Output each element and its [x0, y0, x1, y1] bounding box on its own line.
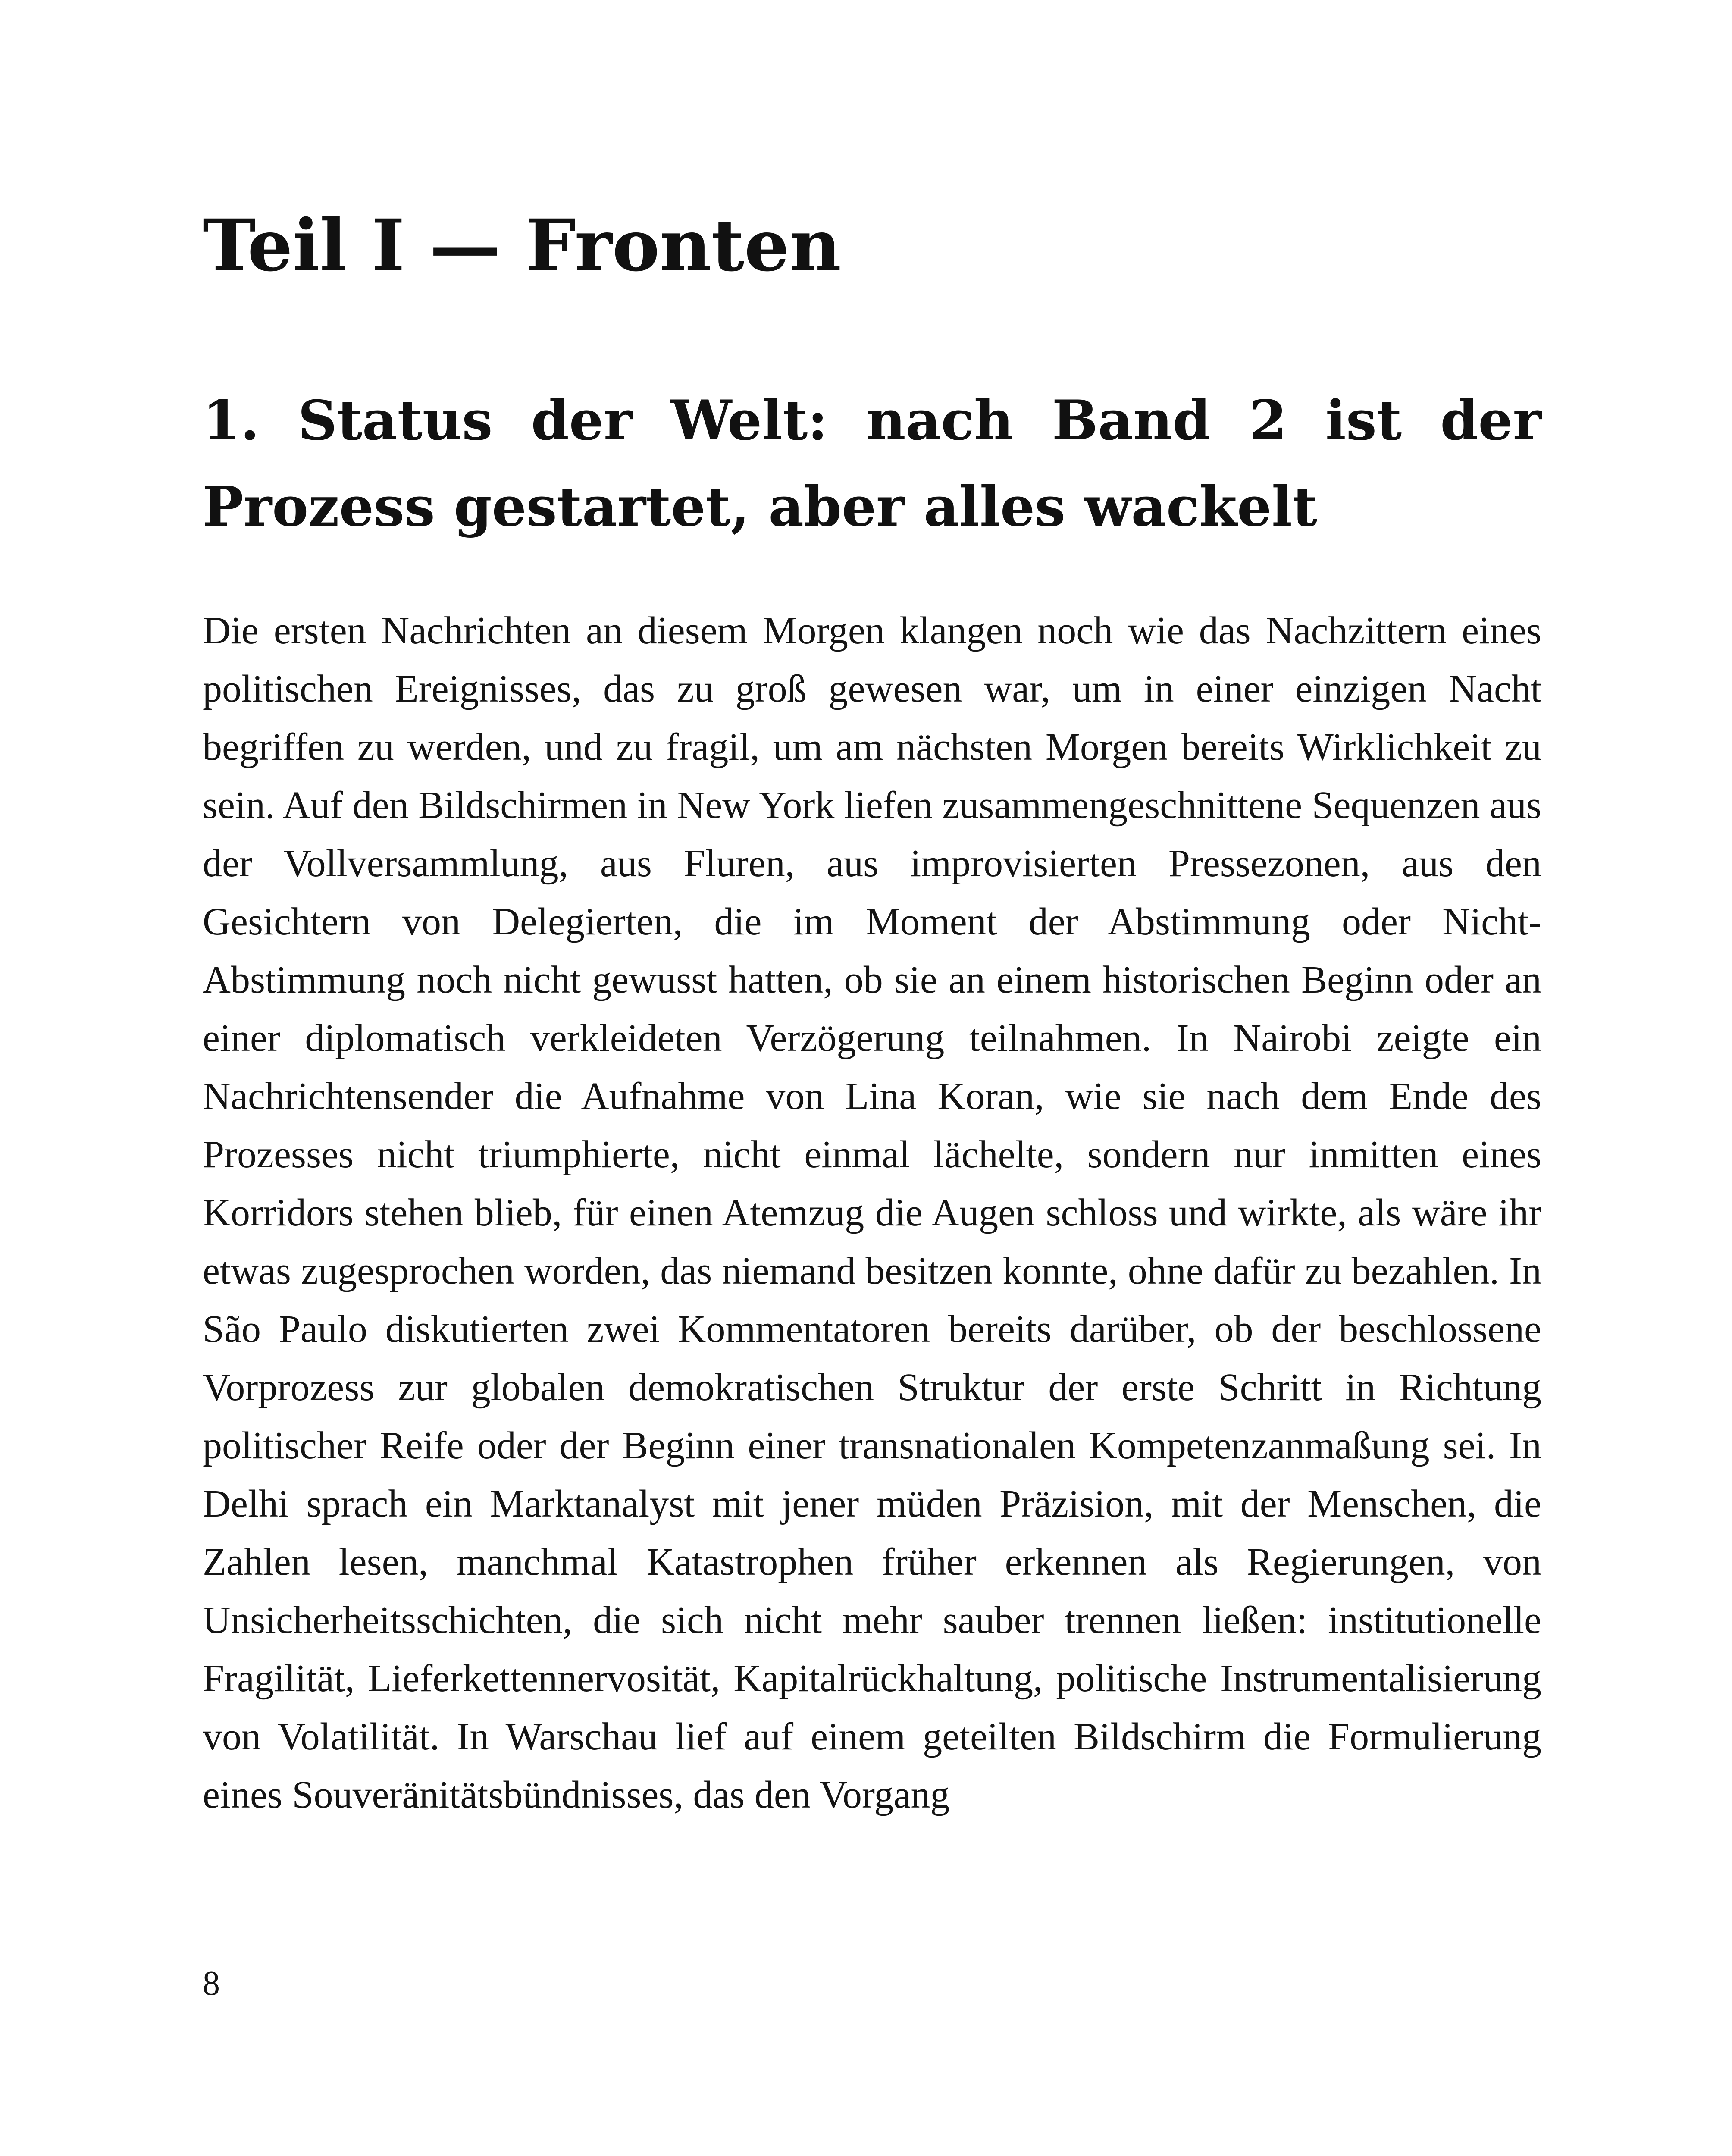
body-paragraph: Die ersten Nachrichten an diesem Morgen klangen noch wie das Nachzittern eines politischen Ereignisses, das zu groß gewesen war, um in einer einzigen Nacht begriffen zu werden, und zu fragil, um am nächsten Morgen bereits Wirklichkeit zu sein. Auf den Bildschirmen in New York liefen zusammengeschnittene Sequenzen aus der Vollversammlung, aus Fluren, aus improvisierten Pressezonen, aus den Gesichtern von Delegierten, die im Moment der Abstimmung oder Nicht-Abstimmung noch nicht gewusst hatten, ob sie an einem historischen Beginn oder an einer diplomatisch verkleideten Verzögerung teilnahmen. In Nairobi zeigte ein Nachrichtensender die Aufnahme von Lina Koran, wie sie nach dem Ende des Prozesses nicht triumphierte, nicht einmal lächelte, sondern nur inmitten eines Korridors stehen blieb, für einen Atemzug die Augen schloss und wirkte, als wäre ihr etwas zugesprochen worden, das niemand besitzen konnte, ohne dafür zu bezahlen. In São Paulo diskutierten zwei Kommentatoren bereits darüber, ob der beschlossene Vorprozess zur globalen demokratischen Struktur der erste Schritt in Richtung politischer Reife oder der Beginn einer transnationalen Kompetenzanmaßung sei. In Delhi sprach ein Marktanalyst mit jener müden Präzision, mit der Menschen, die Zahlen lesen, manchmal Katastrophen früher erkennen als Regierungen, von Unsicherheitsschichten, die sich nicht mehr sauber trennen ließen: institutionelle Fragilität, Lieferkettennervosität, Kapitalrückhaltung, politische Instrumentalisierung von Volatilität. In Warschau lief auf einem geteilten Bildschirm die Formulierung eines Souveränitätsbündnisses, das den Vorgang [203, 609, 1541, 1816]
chapter-title: 1. Status der Welt: nach Band 2 ist der Prozess gestartet, aber alles wackelt [203, 389, 1541, 539]
part-title: Teil I — Fronten [203, 204, 842, 287]
page-number: 8 [203, 1965, 220, 2002]
